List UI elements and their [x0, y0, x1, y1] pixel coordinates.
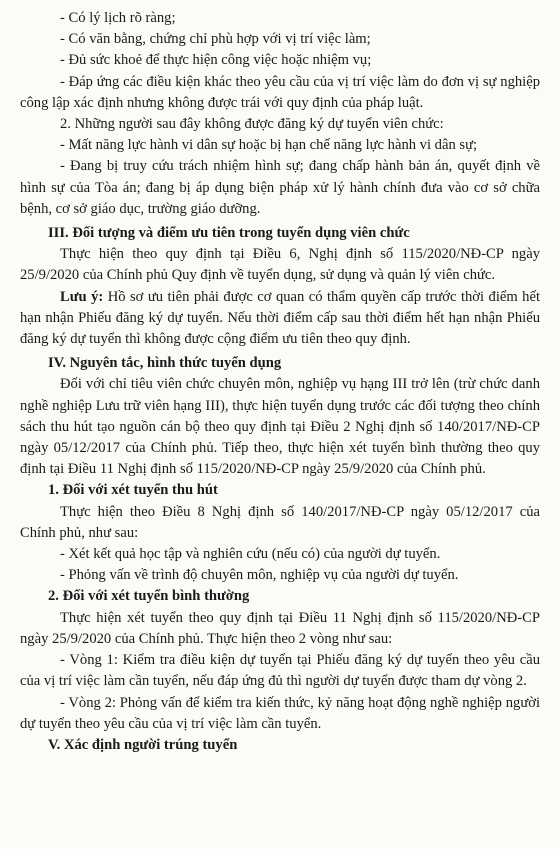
- condition-other: - Đáp ứng các điều kiện khác theo yêu cầu của vị trí việc làm do đơn vị sự nghiệp công lập xác định nhưng không được trái với quy định của pháp luật.: [20, 73, 540, 111]
- subsection-attraction: 1. Đối với xét tuyển thu hút: [48, 482, 218, 499]
- attraction-interview: - Phỏng vấn về trình độ chuyên môn, nghiệp vụ của người dự tuyển.: [60, 567, 459, 584]
- condition-degree: - Có văn bằng, chứng chỉ phù hợp với vị trí việc làm;: [60, 31, 371, 48]
- round-one: - Vòng 1: Kiểm tra điều kiện dự tuyển tại Phiếu đăng ký dự tuyển theo yêu cầu của vị trí việc làm cần tuyển, nếu đáp ứng đủ thì người dự tuyển được tham dự vòng 2.: [20, 652, 540, 690]
- condition-background: - Có lý lịch rõ ràng;: [60, 10, 176, 26]
- condition-health: - Đủ sức khoẻ để thực hiện công việc hoặc nhiệm vụ;: [60, 52, 372, 69]
- ineligible-criminal: - Đang bị truy cứu trách nhiệm hình sự; đang chấp hành bản án, quyết định về hình sự của Tòa án; đang bị áp dụng biện pháp xử lý hành chính đưa vào cơ sở chữa bệnh, cơ sở giáo dục, trường giáo dưỡng.: [20, 158, 540, 217]
- attraction-review: - Xét kết quả học tập và nghiên cứu (nếu có) của người dự tuyển.: [60, 546, 441, 563]
- note-text: Hồ sơ ưu tiên phải được cơ quan có thẩm quyền cấp trước thời điểm hết hạn nhận Phiếu đăng ký dự tuyển. Nếu thời điểm cấp sau thời điểm hết hạn nhận Phiếu đăng ký dự tuyển thì không được cộng điểm ưu tiên theo quy định.: [20, 288, 541, 348]
- round-two: - Vòng 2: Phỏng vấn để kiểm tra kiến thức, kỷ năng hoạt động nghề nghiệp người dự tuyển theo yêu cầu của vị trí việc làm cần tuyển.: [20, 694, 540, 732]
- ineligible-heading: 2. Những người sau đây không được đăng ký dự tuyển viên chức:: [60, 116, 444, 133]
- priority-regulation: Thực hiện theo quy định tại Điều 6, Nghị định số 115/2020/NĐ-CP ngày 25/9/2020 của Chính phủ Quy định về tuyển dụng, sử dụng và quản lý viên chức.: [20, 246, 540, 284]
- priority-note: [20, 287, 540, 351]
- subsection-normal: 2. Đối với xét tuyển bình thường: [48, 588, 250, 605]
- section-heading-v: V. Xác định người trúng tuyển: [48, 736, 238, 753]
- section-heading-iv: IV. Nguyên tắc, hình thức tuyển dụng: [48, 355, 282, 372]
- note-label: Lưu ý:: [60, 288, 104, 305]
- normal-regulation: Thực hiện xét tuyển theo quy định tại Điều 11 Nghị định số 115/2020/NĐ-CP ngày 25/9/2020 của Chính phủ. Thực hiện theo 2 vòng như sau:: [20, 609, 540, 647]
- attraction-regulation: Thực hiện theo Điều 8 Nghị định số 140/2017/NĐ-CP ngày 05/12/2017 của Chính phủ, như sau:: [20, 503, 540, 541]
- ineligible-capacity: - Mất năng lực hành vi dân sự hoặc bị hạn chế năng lực hành vi dân sự;: [60, 137, 478, 154]
- section-heading-iii: III. Đối tượng và điểm ưu tiên trong tuyển dụng viên chức: [48, 225, 410, 242]
- recruitment-principle: Đối với chỉ tiêu viên chức chuyên môn, nghiệp vụ hạng III trở lên (trừ chức danh nghề nghiệp Lưu trữ viên hạng III), thực hiện tuyển dụng trước các đối tượng theo chính sách thu hút tạo nguồn cán bộ theo quy định tại Điều 2 Nghị định số 140/2017/NĐ-CP ngày 05/12/2017 của Chính phủ. Tiếp theo, thực hiện xét tuyển bình thường theo quy định tại Điều 11 Nghị định số 115/2020/NĐ-CP ngày 25/9/2020 của Chính phủ.: [20, 376, 540, 478]
